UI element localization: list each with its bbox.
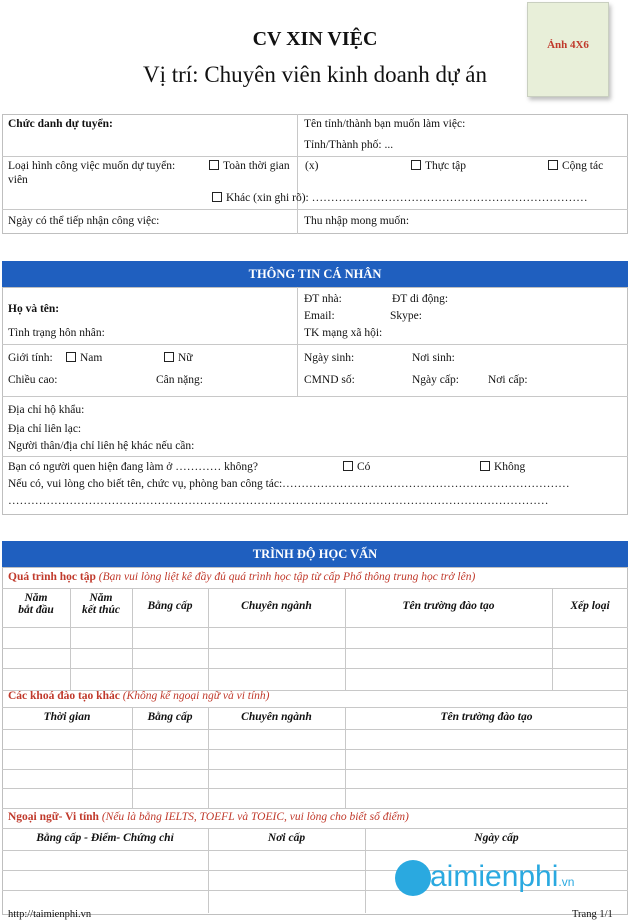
checkbox-icon[interactable]	[212, 192, 222, 202]
col-header-rank: Xếp loại	[570, 600, 610, 612]
personal-row-divider	[2, 344, 628, 345]
marital-label: Tình trạng hôn nhân:	[8, 327, 105, 339]
home-phone-label: ĐT nhà:	[304, 293, 342, 305]
male-option[interactable]: Nam	[66, 352, 102, 364]
social-label: TK mạng xã hội:	[304, 327, 383, 339]
col-divider	[208, 588, 209, 690]
fulltime-mark: (x)	[305, 160, 319, 172]
job-divider	[297, 114, 298, 234]
collab-option[interactable]: Cộng tác	[548, 160, 603, 172]
job-row-divider	[2, 156, 628, 157]
permanent-address-label: Địa chỉ hộ khẩu:	[8, 404, 85, 416]
gender-label: Giới tính:	[8, 352, 53, 364]
document-subtitle: Vị trí: Chuyên viên kinh doanh dự án	[142, 62, 487, 87]
document-title: CV XIN VIỆC	[252, 28, 378, 50]
table-divider	[2, 668, 628, 669]
checkbox-icon[interactable]	[548, 160, 558, 170]
footer-url[interactable]: http://taimienphi.vn	[8, 909, 92, 920]
col-header-issue-date: Ngày cấp	[474, 832, 519, 844]
personal-row-divider	[2, 456, 628, 457]
col-divider	[345, 588, 346, 690]
col-header-school: Tên trường đào tạo	[402, 600, 495, 612]
start-date-label: Ngày có thể tiếp nhận công việc:	[8, 215, 160, 227]
col-divider	[345, 707, 346, 808]
table-divider	[2, 769, 628, 770]
no-option[interactable]: Không	[480, 461, 525, 473]
footer-page: Trang 1/1	[572, 909, 613, 920]
col-header-start-year: Năm bắt đầu	[18, 592, 54, 616]
height-label: Chiều cao:	[8, 374, 58, 386]
issue-place-label: Nơi cấp:	[488, 374, 528, 386]
photo-placeholder	[527, 2, 609, 97]
table-divider	[2, 707, 628, 708]
table-divider	[2, 850, 628, 851]
acquaintance-detail: Nếu có, vui lòng cho biết tên, chức vụ, phòng ban công tác:…………………………………………………………………	[8, 478, 570, 490]
table-divider	[2, 627, 628, 628]
other-option[interactable]: Khác (xin ghi rõ): ………………………………………………………………	[212, 192, 588, 204]
job-type-label: Loại hình công việc muốn dự tuyển:	[8, 160, 176, 172]
intern-option[interactable]: Thực tập	[411, 160, 466, 172]
mobile-label: ĐT di động:	[392, 293, 449, 305]
city-field[interactable]: Tỉnh/Thành phố: ...	[304, 139, 394, 151]
col-divider	[132, 588, 133, 690]
table-divider	[2, 729, 628, 730]
col-header-school: Tên trường đào tạo	[440, 711, 533, 723]
col-divider	[70, 588, 71, 690]
personal-row-divider	[2, 396, 628, 397]
section-divider	[2, 808, 628, 809]
job-type-label-cont: viên	[8, 174, 28, 186]
col-divider	[132, 707, 133, 808]
skype-label: Skype:	[390, 310, 422, 322]
study-process-title: Quá trình học tập (Bạn vui lòng liệt kê đầy đủ quá trình học tập từ cấp Phổ thông trung học trở lên)	[8, 571, 476, 583]
col-header-certificate: Bằng cấp - Điểm- Chứng chỉ	[36, 832, 174, 844]
checkbox-icon[interactable]	[66, 352, 76, 362]
table-divider	[2, 749, 628, 750]
col-header-degree: Bằng cấp	[147, 711, 193, 723]
female-option[interactable]: Nữ	[164, 352, 193, 364]
col-header-end-year: Năm kết thúc	[81, 592, 120, 616]
yes-option[interactable]: Có	[343, 461, 370, 473]
table-divider	[2, 588, 628, 589]
salary-label: Thu nhập mong muốn:	[304, 215, 410, 227]
weight-label: Cân nặng:	[156, 374, 203, 386]
col-header-major: Chuyên ngành	[241, 711, 312, 723]
other-courses-title: Các khoá đào tạo khác (Không kể ngoại ngữ và vi tính)	[8, 690, 270, 702]
col-header-major: Chuyên ngành	[241, 600, 312, 612]
city-pref-label: Tên tỉnh/thành bạn muốn làm việc:	[304, 118, 466, 130]
col-header-degree: Bằng cấp	[147, 600, 193, 612]
table-divider	[2, 828, 628, 829]
acquaintance-question: Bạn có người quen hiện đang làm ở ………… không?	[8, 461, 258, 473]
photo-label: Ảnh 4X6	[547, 39, 589, 51]
table-divider	[2, 648, 628, 649]
job-row-divider	[2, 209, 628, 210]
issue-date-label: Ngày cấp:	[412, 374, 459, 386]
taimienphi-logo: aimienphi.vn	[430, 860, 575, 893]
fullname-label: Họ và tên:	[8, 303, 60, 315]
fulltime-option[interactable]: Toàn thời gian	[209, 160, 290, 172]
language-it-title: Ngoại ngữ- Vi tính (Nếu là bằng IELTS, TOEFL và TOEIC, vui lòng cho biết số điểm)	[8, 811, 409, 823]
taimienphi-logo-icon	[395, 860, 431, 896]
checkbox-icon[interactable]	[480, 461, 490, 471]
checkbox-icon[interactable]	[164, 352, 174, 362]
col-divider	[208, 707, 209, 808]
position-label: Chức danh dự tuyển:	[8, 118, 113, 130]
col-header-issue-place: Nơi cấp	[267, 832, 306, 844]
birthplace-label: Nơi sinh:	[412, 352, 455, 364]
dotted-line: ……………………………………………………………………………………………………………………………	[8, 495, 549, 507]
checkbox-icon[interactable]	[209, 160, 219, 170]
personal-info-heading: THÔNG TIN CÁ NHÂN	[2, 261, 628, 287]
personal-divider	[297, 287, 298, 397]
id-number-label: CMND số:	[304, 374, 355, 386]
relative-label: Người thân/địa chỉ liên hệ khác nếu cần:	[8, 440, 195, 452]
checkbox-icon[interactable]	[343, 461, 353, 471]
education-heading: TRÌNH ĐỘ HỌC VẤN	[2, 541, 628, 567]
col-header-time: Thời gian	[43, 711, 91, 723]
dob-label: Ngày sinh:	[304, 352, 355, 364]
col-divider	[552, 588, 553, 690]
contact-address-label: Địa chỉ liên lạc:	[8, 423, 82, 435]
email-label: Email:	[304, 310, 335, 322]
checkbox-icon[interactable]	[411, 160, 421, 170]
table-divider	[2, 788, 628, 789]
